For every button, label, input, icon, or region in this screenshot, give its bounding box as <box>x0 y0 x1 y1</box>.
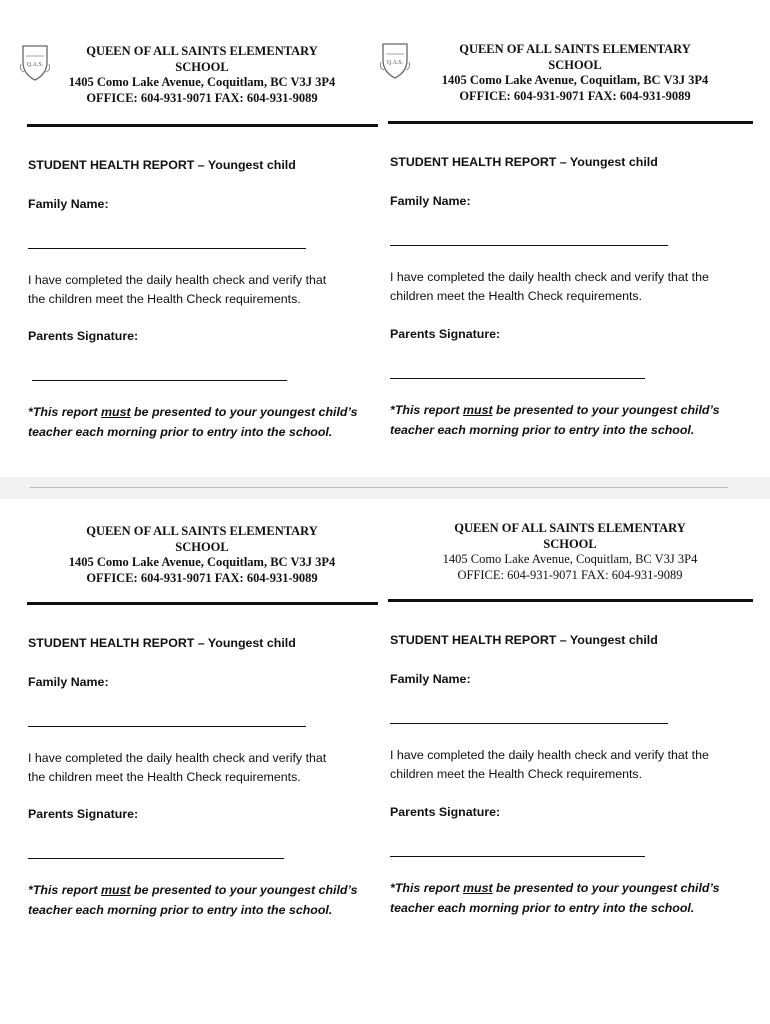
note-post: be presented to your youngest child’s <box>130 405 358 419</box>
note-post: be presented to your youngest child’s <box>130 883 358 897</box>
school-name-line2: SCHOOL <box>175 59 229 74</box>
note-pre: *This report <box>390 403 463 417</box>
crest-text: Q.A.S. <box>26 62 44 68</box>
statement-line1: I have completed the daily health check and verify that the <box>390 748 709 762</box>
report-title: STUDENT HEALTH REPORT – Youngest child <box>390 155 658 169</box>
family-name-label: Family Name: <box>390 194 471 208</box>
family-name-label: Family Name: <box>28 675 109 689</box>
parents-signature-label: Parents Signature: <box>28 329 139 343</box>
note-must: must <box>462 881 493 895</box>
note-must: must <box>462 403 493 417</box>
statement-line2: children meet the Health Check requirements. <box>390 289 643 303</box>
school-office-phone: OFFICE: 604-931-9071 FAX: 604-931-9089 <box>86 90 318 105</box>
school-header <box>415 521 725 583</box>
school-name-line2: SCHOOL <box>543 536 597 551</box>
family-name-label: Family Name: <box>390 672 471 686</box>
parents-signature-label: Parents Signature: <box>390 327 501 341</box>
report-title: STUDENT HEALTH REPORT – Youngest child <box>390 633 658 647</box>
statement <box>390 746 709 784</box>
school-name-line1: QUEEN OF ALL SAINTS ELEMENTARY <box>454 521 686 535</box>
report-title: STUDENT HEALTH REPORT – Youngest child <box>28 636 296 650</box>
header-rule <box>388 599 753 602</box>
family-name-label: Family Name: <box>28 197 109 211</box>
family-name-line <box>390 723 668 724</box>
school-name-line1: QUEEN OF ALL SAINTS ELEMENTARY <box>86 44 318 58</box>
school-address: 1405 Como Lake Avenue, Coquitlam, BC V3J 3P4 <box>68 555 336 569</box>
statement-line1: I have completed the daily health check and verify that <box>28 273 327 287</box>
statement-line1: I have completed the daily health check and verify that the <box>390 270 709 284</box>
school-office-phone: OFFICE: 604-931-9071 FAX: 604-931-9089 <box>459 88 691 103</box>
parents-signature-label: Parents Signature: <box>390 805 501 819</box>
note-pre: *This report <box>28 883 101 897</box>
crest-text: Q.A.S. <box>386 60 404 66</box>
note-post: be presented to your youngest child’s <box>492 881 720 895</box>
presentation-note <box>390 878 720 918</box>
school-name-line2: SCHOOL <box>548 57 602 72</box>
statement-line1: I have completed the daily health check and verify that <box>28 751 327 765</box>
note-pre: *This report <box>390 881 463 895</box>
statement-line2: the children meet the Health Check requirements. <box>28 292 301 306</box>
note-must: must <box>100 883 131 897</box>
note-pre: *This report <box>28 405 101 419</box>
school-name-line1: QUEEN OF ALL SAINTS ELEMENTARY <box>86 524 318 538</box>
note-line2: teacher each morning prior to entry into the school. <box>390 901 695 915</box>
statement-line2: the children meet the Health Check requirements. <box>28 770 301 784</box>
school-address: 1405 Como Lake Avenue, Coquitlam, BC V3J 3P4 <box>442 552 698 566</box>
school-address: 1405 Como Lake Avenue, Coquitlam, BC V3J 3P4 <box>441 73 709 87</box>
note-post: be presented to your youngest child’s <box>492 403 720 417</box>
report-title: STUDENT HEALTH REPORT – Youngest child <box>28 158 296 172</box>
school-office-phone: OFFICE: 604-931-9071 FAX: 604-931-9089 <box>86 570 318 585</box>
school-address: 1405 Como Lake Avenue, Coquitlam, BC V3J 3P4 <box>68 75 336 89</box>
school-name-line2: SCHOOL <box>175 539 229 554</box>
school-office-phone: OFFICE: 604-931-9071 FAX: 604-931-9089 <box>457 567 683 582</box>
statement-line2: children meet the Health Check requirements. <box>390 767 643 781</box>
note-must: must <box>100 405 131 419</box>
school-name-line1: QUEEN OF ALL SAINTS ELEMENTARY <box>459 42 691 56</box>
parents-signature-label: Parents Signature: <box>28 807 139 821</box>
signature-line <box>390 856 645 857</box>
note-line2: teacher each morning prior to entry into the school. <box>28 903 333 917</box>
note-line2: teacher each morning prior to entry into the school. <box>28 425 333 439</box>
note-line2: teacher each morning prior to entry into the school. <box>390 423 695 437</box>
